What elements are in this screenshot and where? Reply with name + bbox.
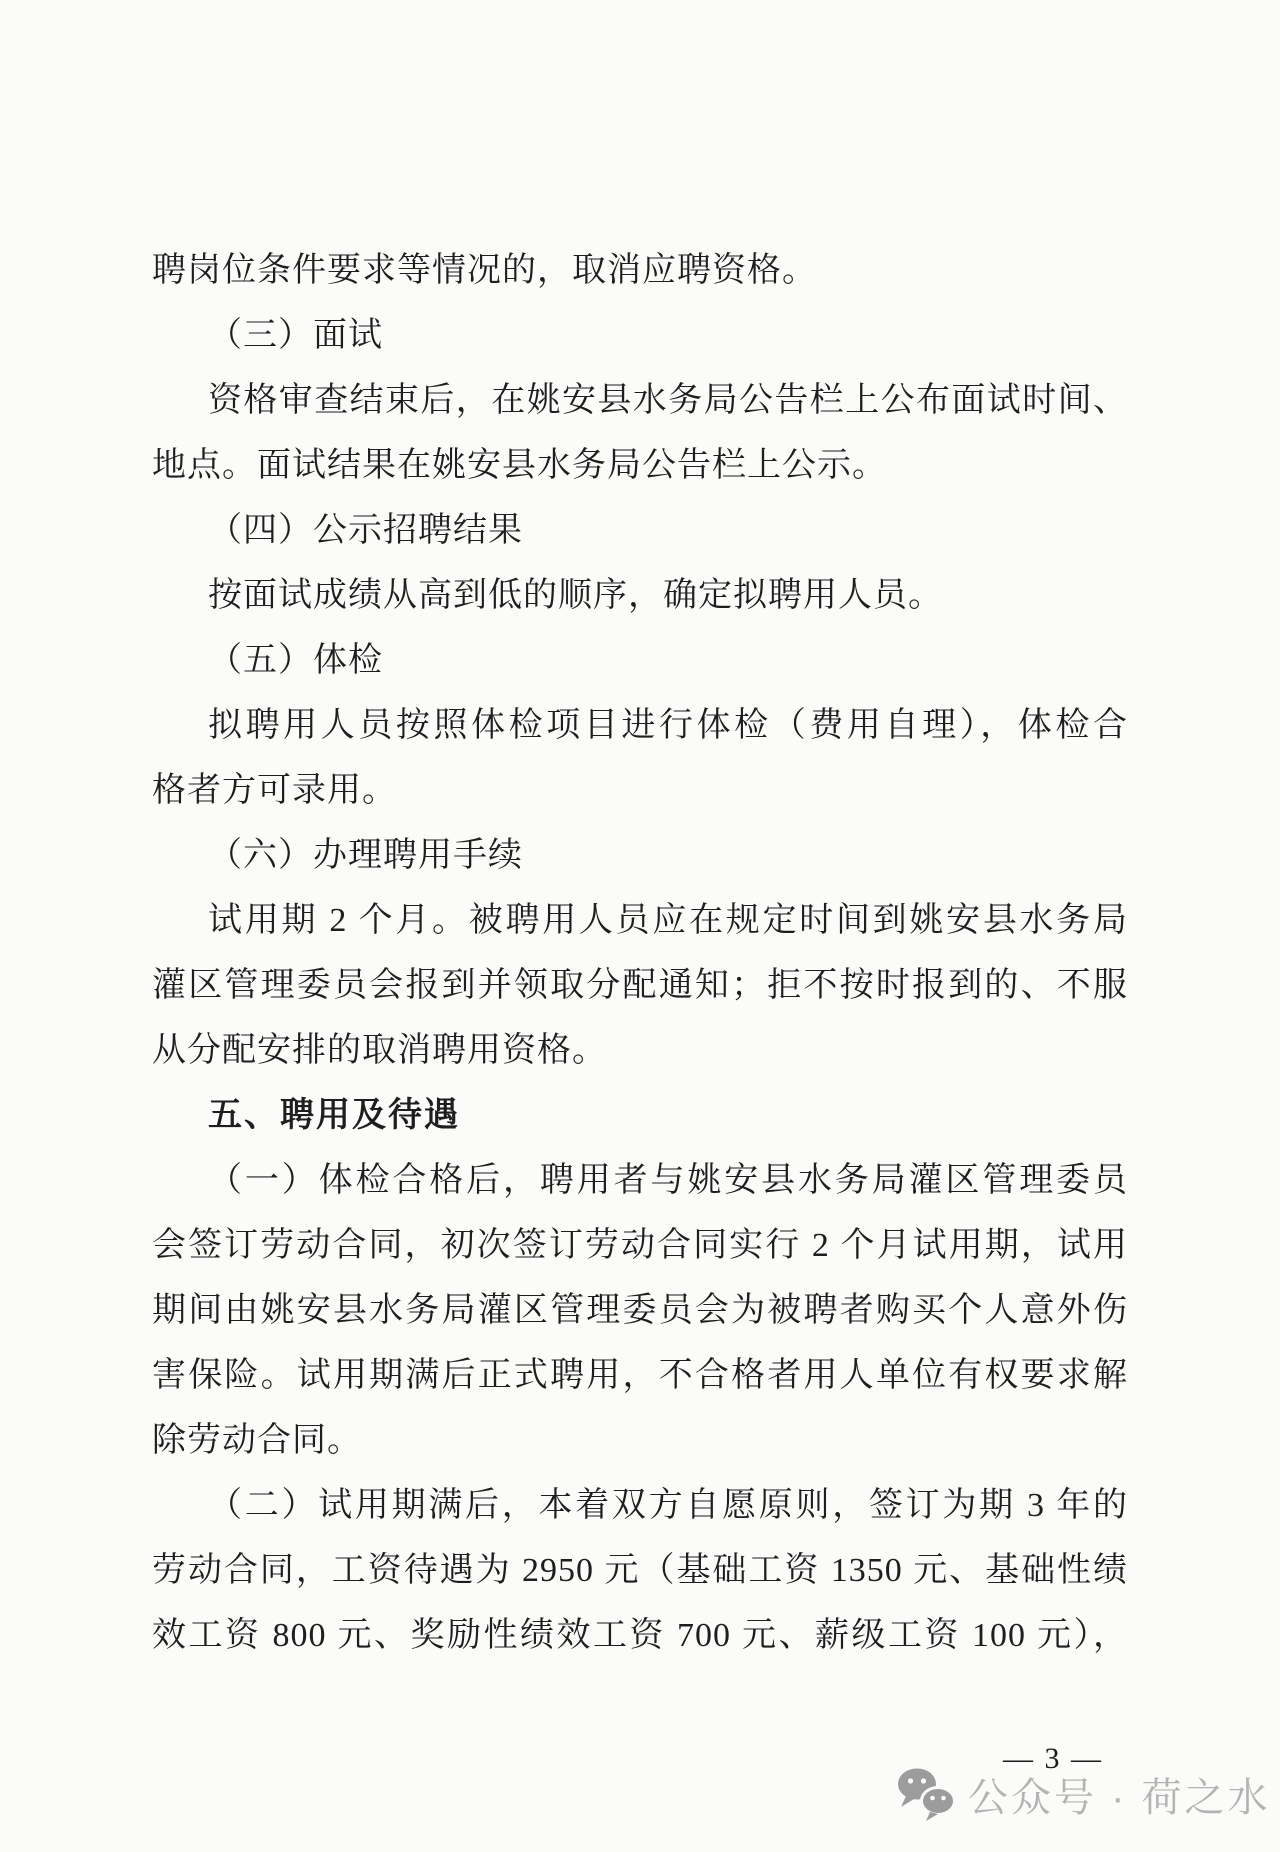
body-line: 试用期 2 个月。被聘用人员应在规定时间到姚安县水务局 xyxy=(208,902,1128,939)
body-line: 拟聘用人员按照体检项目进行体检（费用自理），体检合 xyxy=(208,707,1128,744)
body-line: 格者方可录用。 xyxy=(152,772,397,809)
body-line: 从分配安排的取消聘用资格。 xyxy=(152,1032,607,1069)
body-line: 劳动合同，工资待遇为 2950 元（基础工资 1350 元、基础性绩 xyxy=(152,1552,1128,1589)
body-line: （二）试用期满后，本着双方自愿原则，签订为期 3 年的 xyxy=(208,1487,1128,1524)
heading-line: （五）体检 xyxy=(208,642,383,679)
body-line: 聘岗位条件要求等情况的，取消应聘资格。 xyxy=(152,252,817,289)
body-line: 害保险。试用期满后正式聘用，不合格者用人单位有权要求解 xyxy=(152,1357,1128,1394)
body-line: 会签订劳动合同，初次签订劳动合同实行 2 个月试用期，试用 xyxy=(152,1227,1128,1264)
body-line: 期间由姚安县水务局灌区管理委员会为被聘者购买个人意外伤 xyxy=(152,1292,1128,1329)
section-heading-line: 五、聘用及待遇 xyxy=(208,1096,460,1134)
body-line: 效工资 800 元、奖励性绩效工资 700 元、薪级工资 100 元）， xyxy=(152,1617,1128,1654)
heading-line: （三）面试 xyxy=(208,317,383,354)
page-number: — 3 — xyxy=(1003,1742,1103,1775)
body-line: 灌区管理委员会报到并领取分配通知；拒不按时报到的、不服 xyxy=(152,967,1128,1004)
body-line: 地点。面试结果在姚安县水务局公告栏上公示。 xyxy=(152,447,887,484)
body-line: 按面试成绩从高到低的顺序，确定拟聘用人员。 xyxy=(208,577,943,614)
body-line: 资格审查结束后，在姚安县水务局公告栏上公布面试时间、 xyxy=(208,382,1128,419)
watermark xyxy=(896,1766,1271,1823)
watermark-label: 公众号 · 荷之水 xyxy=(968,1776,1271,1820)
heading-line: （六）办理聘用手续 xyxy=(208,837,523,874)
body-line: （一）体检合格后，聘用者与姚安县水务局灌区管理委员 xyxy=(208,1162,1128,1199)
heading-line: （四）公示招聘结果 xyxy=(208,512,523,549)
wechat-icon xyxy=(896,1767,958,1823)
document-body xyxy=(152,238,1128,1668)
body-line: 除劳动合同。 xyxy=(152,1422,362,1459)
